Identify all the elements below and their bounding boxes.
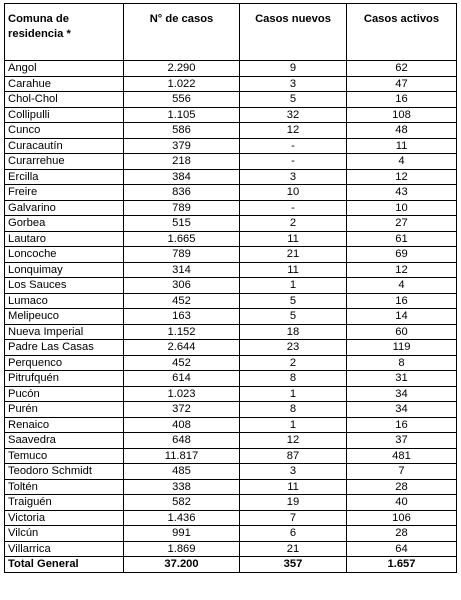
new-cases-cell: 7 bbox=[240, 510, 347, 526]
table-row bbox=[5, 216, 457, 232]
comuna-cell: Curarrehue bbox=[5, 154, 124, 170]
comuna-cell: Los Sauces bbox=[5, 278, 124, 294]
total-cases-cell: 789 bbox=[124, 200, 240, 216]
active-cases-cell: 43 bbox=[347, 185, 457, 201]
total-cases-cell: 11.817 bbox=[124, 448, 240, 464]
active-cases-cell: 28 bbox=[347, 479, 457, 495]
table-row bbox=[5, 138, 457, 154]
total-cases-cell: 485 bbox=[124, 464, 240, 480]
total-cases-cell: 586 bbox=[124, 123, 240, 139]
comuna-cell: Chol-Chol bbox=[5, 92, 124, 108]
table-row bbox=[5, 495, 457, 511]
header-row bbox=[5, 4, 457, 61]
active-cases-cell: 69 bbox=[347, 247, 457, 263]
comuna-cell: Cunco bbox=[5, 123, 124, 139]
comuna-cell: Total General bbox=[5, 557, 124, 573]
total-cases-cell: 452 bbox=[124, 355, 240, 371]
new-cases-cell: 11 bbox=[240, 262, 347, 278]
new-cases-cell: 2 bbox=[240, 216, 347, 232]
total-cases-cell: 408 bbox=[124, 417, 240, 433]
table-row bbox=[5, 293, 457, 309]
new-cases-cell: - bbox=[240, 154, 347, 170]
active-cases-cell: 64 bbox=[347, 541, 457, 557]
comuna-cell: Lautaro bbox=[5, 231, 124, 247]
new-cases-cell: 357 bbox=[240, 557, 347, 573]
new-cases-cell: 3 bbox=[240, 169, 347, 185]
new-cases-cell: 87 bbox=[240, 448, 347, 464]
comuna-cell: Melipeuco bbox=[5, 309, 124, 325]
active-cases-cell: 16 bbox=[347, 417, 457, 433]
table-header bbox=[5, 4, 457, 61]
active-cases-cell: 1.657 bbox=[347, 557, 457, 573]
new-cases-cell: 5 bbox=[240, 309, 347, 325]
active-cases-cell: 11 bbox=[347, 138, 457, 154]
header-comuna: Comuna de residencia * bbox=[5, 4, 124, 61]
new-cases-cell: 1 bbox=[240, 417, 347, 433]
total-cases-cell: 836 bbox=[124, 185, 240, 201]
total-cases-cell: 306 bbox=[124, 278, 240, 294]
total-cases-cell: 163 bbox=[124, 309, 240, 325]
comuna-cell: Lumaco bbox=[5, 293, 124, 309]
active-cases-cell: 34 bbox=[347, 386, 457, 402]
new-cases-cell: 10 bbox=[240, 185, 347, 201]
comuna-cell: Loncoche bbox=[5, 247, 124, 263]
comuna-cell: Curacautín bbox=[5, 138, 124, 154]
table-row bbox=[5, 371, 457, 387]
comuna-cell: Teodoro Schmidt bbox=[5, 464, 124, 480]
new-cases-cell: 19 bbox=[240, 495, 347, 511]
total-cases-cell: 218 bbox=[124, 154, 240, 170]
table-row bbox=[5, 433, 457, 449]
active-cases-cell: 37 bbox=[347, 433, 457, 449]
active-cases-cell: 48 bbox=[347, 123, 457, 139]
table-body bbox=[5, 61, 457, 573]
total-row bbox=[5, 557, 457, 573]
new-cases-cell: 18 bbox=[240, 324, 347, 340]
table-row bbox=[5, 262, 457, 278]
table-row bbox=[5, 92, 457, 108]
new-cases-cell: 21 bbox=[240, 247, 347, 263]
total-cases-cell: 556 bbox=[124, 92, 240, 108]
active-cases-cell: 27 bbox=[347, 216, 457, 232]
active-cases-cell: 61 bbox=[347, 231, 457, 247]
header-new-cases: Casos nuevos bbox=[240, 4, 347, 61]
total-cases-cell: 991 bbox=[124, 526, 240, 542]
header-total-cases: N° de casos bbox=[124, 4, 240, 61]
active-cases-cell: 106 bbox=[347, 510, 457, 526]
comuna-cell: Carahue bbox=[5, 76, 124, 92]
table-row bbox=[5, 200, 457, 216]
table-row bbox=[5, 123, 457, 139]
table-row bbox=[5, 247, 457, 263]
total-cases-cell: 1.869 bbox=[124, 541, 240, 557]
cases-table bbox=[4, 3, 457, 573]
table-row bbox=[5, 107, 457, 123]
total-cases-cell: 2.290 bbox=[124, 61, 240, 77]
comuna-cell: Victoria bbox=[5, 510, 124, 526]
active-cases-cell: 12 bbox=[347, 262, 457, 278]
comuna-cell: Galvarino bbox=[5, 200, 124, 216]
header-active-cases: Casos activos bbox=[347, 4, 457, 61]
active-cases-cell: 4 bbox=[347, 154, 457, 170]
active-cases-cell: 60 bbox=[347, 324, 457, 340]
active-cases-cell: 40 bbox=[347, 495, 457, 511]
total-cases-cell: 37.200 bbox=[124, 557, 240, 573]
new-cases-cell: 6 bbox=[240, 526, 347, 542]
new-cases-cell: 11 bbox=[240, 479, 347, 495]
comuna-cell: Collipulli bbox=[5, 107, 124, 123]
total-cases-cell: 2.644 bbox=[124, 340, 240, 356]
active-cases-cell: 481 bbox=[347, 448, 457, 464]
active-cases-cell: 47 bbox=[347, 76, 457, 92]
table-row bbox=[5, 169, 457, 185]
comuna-cell: Padre Las Casas bbox=[5, 340, 124, 356]
comuna-cell: Gorbea bbox=[5, 216, 124, 232]
table-row bbox=[5, 417, 457, 433]
active-cases-cell: 8 bbox=[347, 355, 457, 371]
table-row bbox=[5, 231, 457, 247]
comuna-cell: Ercilla bbox=[5, 169, 124, 185]
table-row bbox=[5, 526, 457, 542]
new-cases-cell: 21 bbox=[240, 541, 347, 557]
new-cases-cell: 1 bbox=[240, 278, 347, 294]
active-cases-cell: 14 bbox=[347, 309, 457, 325]
active-cases-cell: 34 bbox=[347, 402, 457, 418]
comuna-cell: Nueva Imperial bbox=[5, 324, 124, 340]
comuna-cell: Temuco bbox=[5, 448, 124, 464]
new-cases-cell: 8 bbox=[240, 402, 347, 418]
active-cases-cell: 12 bbox=[347, 169, 457, 185]
new-cases-cell: 23 bbox=[240, 340, 347, 356]
comuna-cell: Angol bbox=[5, 61, 124, 77]
table-row bbox=[5, 479, 457, 495]
active-cases-cell: 16 bbox=[347, 92, 457, 108]
active-cases-cell: 108 bbox=[347, 107, 457, 123]
new-cases-cell: 8 bbox=[240, 371, 347, 387]
comuna-cell: Villarrica bbox=[5, 541, 124, 557]
total-cases-cell: 1.436 bbox=[124, 510, 240, 526]
total-cases-cell: 648 bbox=[124, 433, 240, 449]
comuna-cell: Purén bbox=[5, 402, 124, 418]
comuna-cell: Freire bbox=[5, 185, 124, 201]
total-cases-cell: 372 bbox=[124, 402, 240, 418]
total-cases-cell: 452 bbox=[124, 293, 240, 309]
new-cases-cell: 5 bbox=[240, 293, 347, 309]
new-cases-cell: 12 bbox=[240, 123, 347, 139]
new-cases-cell: 11 bbox=[240, 231, 347, 247]
table-row bbox=[5, 324, 457, 340]
total-cases-cell: 1.023 bbox=[124, 386, 240, 402]
new-cases-cell: 3 bbox=[240, 76, 347, 92]
new-cases-cell: 9 bbox=[240, 61, 347, 77]
active-cases-cell: 10 bbox=[347, 200, 457, 216]
table-row bbox=[5, 154, 457, 170]
total-cases-cell: 1.665 bbox=[124, 231, 240, 247]
total-cases-cell: 338 bbox=[124, 479, 240, 495]
active-cases-cell: 4 bbox=[347, 278, 457, 294]
new-cases-cell: 12 bbox=[240, 433, 347, 449]
comuna-cell: Pitrufquén bbox=[5, 371, 124, 387]
active-cases-cell: 31 bbox=[347, 371, 457, 387]
table-row bbox=[5, 76, 457, 92]
comuna-cell: Toltén bbox=[5, 479, 124, 495]
total-cases-cell: 1.022 bbox=[124, 76, 240, 92]
table-row bbox=[5, 386, 457, 402]
table-row bbox=[5, 448, 457, 464]
table-row bbox=[5, 340, 457, 356]
total-cases-cell: 1.152 bbox=[124, 324, 240, 340]
total-cases-cell: 1.105 bbox=[124, 107, 240, 123]
table-row bbox=[5, 61, 457, 77]
new-cases-cell: 3 bbox=[240, 464, 347, 480]
total-cases-cell: 789 bbox=[124, 247, 240, 263]
new-cases-cell: 2 bbox=[240, 355, 347, 371]
total-cases-cell: 314 bbox=[124, 262, 240, 278]
new-cases-cell: - bbox=[240, 138, 347, 154]
comuna-cell: Vilcún bbox=[5, 526, 124, 542]
new-cases-cell: 32 bbox=[240, 107, 347, 123]
total-cases-cell: 379 bbox=[124, 138, 240, 154]
comuna-cell: Perquenco bbox=[5, 355, 124, 371]
table-row bbox=[5, 464, 457, 480]
table-row bbox=[5, 309, 457, 325]
table-row bbox=[5, 278, 457, 294]
comuna-cell: Saavedra bbox=[5, 433, 124, 449]
table-row bbox=[5, 402, 457, 418]
comuna-cell: Renaico bbox=[5, 417, 124, 433]
table-row bbox=[5, 355, 457, 371]
total-cases-cell: 582 bbox=[124, 495, 240, 511]
active-cases-cell: 62 bbox=[347, 61, 457, 77]
total-cases-cell: 515 bbox=[124, 216, 240, 232]
new-cases-cell: - bbox=[240, 200, 347, 216]
table-row bbox=[5, 541, 457, 557]
table-row bbox=[5, 510, 457, 526]
new-cases-cell: 1 bbox=[240, 386, 347, 402]
total-cases-cell: 384 bbox=[124, 169, 240, 185]
active-cases-cell: 28 bbox=[347, 526, 457, 542]
new-cases-cell: 5 bbox=[240, 92, 347, 108]
comuna-cell: Traiguén bbox=[5, 495, 124, 511]
total-cases-cell: 614 bbox=[124, 371, 240, 387]
comuna-cell: Lonquimay bbox=[5, 262, 124, 278]
active-cases-cell: 7 bbox=[347, 464, 457, 480]
table-row bbox=[5, 185, 457, 201]
comuna-cell: Pucón bbox=[5, 386, 124, 402]
active-cases-cell: 16 bbox=[347, 293, 457, 309]
active-cases-cell: 119 bbox=[347, 340, 457, 356]
